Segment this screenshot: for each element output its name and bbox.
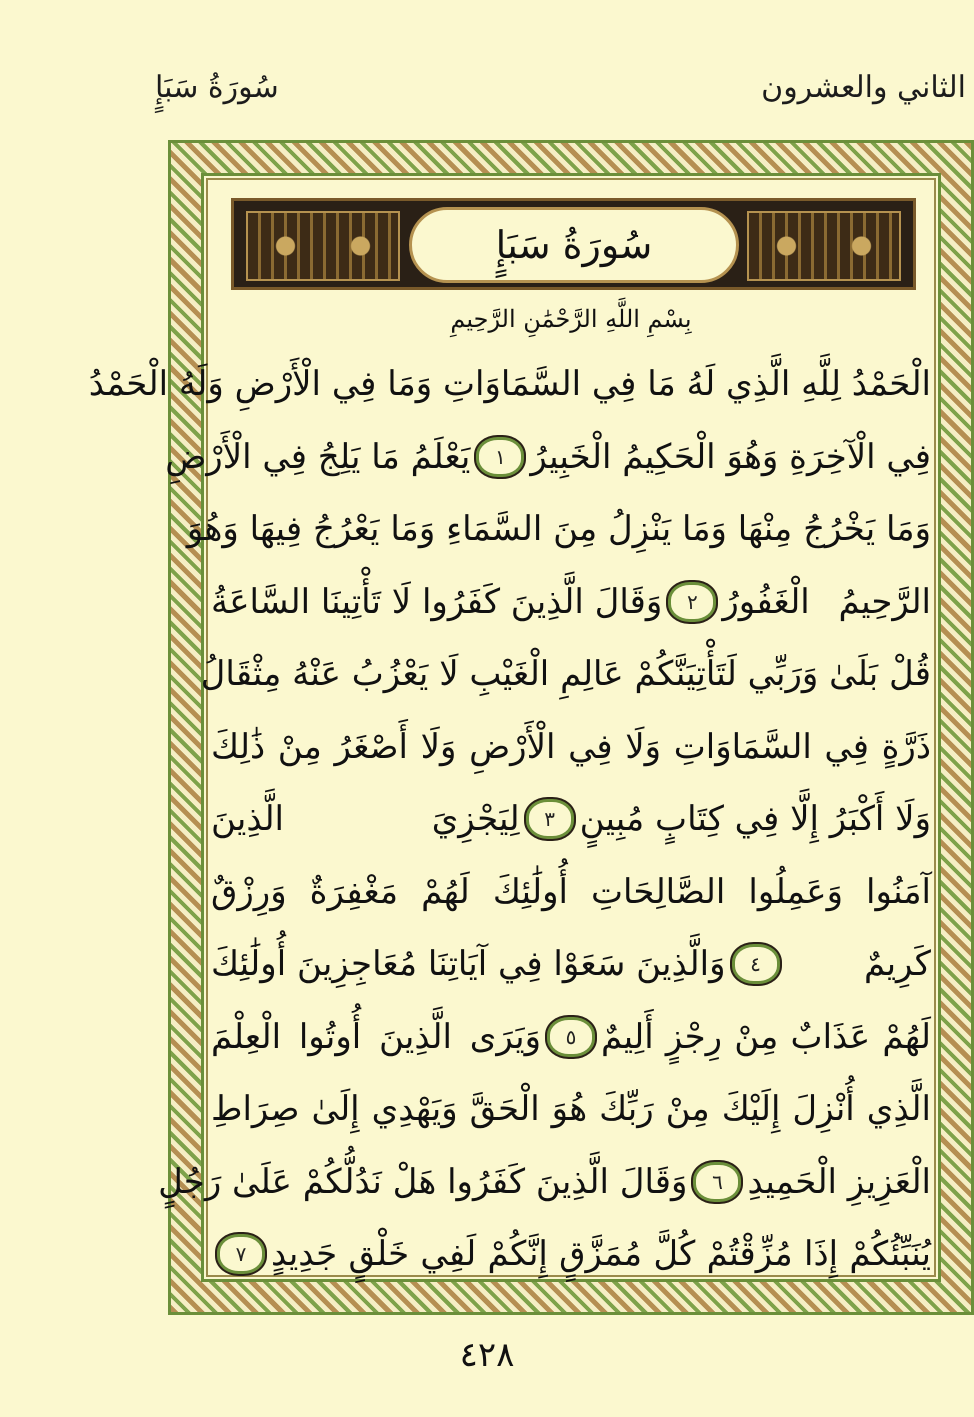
verse-line xyxy=(158,1146,931,1219)
verse-line xyxy=(211,1218,931,1291)
verse-line xyxy=(211,711,931,784)
page-frame xyxy=(88,140,974,1315)
verse-text: الْحَمْدُ لِلَّهِ الَّذِي لَهُ مَا فِي السَّمَاوَاتِ وَمَا فِي الْأَرْضِ وَلَهُ الْحَمْدُ xyxy=(88,364,931,405)
ayah-number-marker: ٧ xyxy=(217,1234,265,1274)
ayah-number-marker: ١ xyxy=(476,437,524,477)
verse-text: آمَنُوا وَعَمِلُوا الصَّالِحَاتِ أُولَٰئِكَ لَهُمْ مَغْفِرَةٌ وَرِزْقٌ xyxy=(211,871,931,912)
verse-text: الْعَزِيزِ الْحَمِيدِ xyxy=(747,1161,931,1202)
ayah-number-marker: ٢ xyxy=(668,582,716,622)
verse-text: يُنَبِّئُكُمْ إِذَا مُزِّقْتُمْ كُلَّ مُمَزَّقٍ إِنَّكُمْ لَفِي خَلْقٍ جَدِيدٍ xyxy=(271,1234,931,1275)
verse-text: وَمَا يَخْرُجُ مِنْهَا وَمَا يَنْزِلُ مِنَ السَّمَاءِ وَمَا يَعْرُجُ فِيهَا وَهُوَ xyxy=(186,509,931,550)
banner-ornament-left xyxy=(246,211,400,281)
page-number: ٤٢٨ xyxy=(459,1335,515,1375)
surah-title: سُورَةُ سَبَإٍ xyxy=(409,207,739,283)
verse-text: يَعْلَمُ مَا يَلِجُ فِي الْأَرْضِ xyxy=(165,436,471,477)
basmala: بِسْمِ اللَّهِ الرَّحْمَٰنِ الرَّحِيمِ xyxy=(450,305,692,333)
verses-block xyxy=(88,348,931,1291)
ayah-number-marker: ٦ xyxy=(693,1162,741,1202)
verse-line xyxy=(211,928,931,1001)
verse-line xyxy=(165,421,931,494)
ayah-number-marker: ٤ xyxy=(732,944,780,984)
juz-name-header: الثاني والعشرون xyxy=(761,70,966,105)
surah-title-banner xyxy=(231,198,916,290)
verse-line xyxy=(211,566,931,639)
verse-text: لِيَجْزِيَ الَّذِينَ xyxy=(211,799,520,840)
banner-ornament-right xyxy=(747,211,901,281)
verse-text: وَقَالَ الَّذِينَ كَفَرُوا لَا تَأْتِينَا السَّاعَةُ xyxy=(211,581,663,622)
surah-name-header: سُورَةُ سَبَإٍ xyxy=(155,70,279,105)
verse-text: الَّذِي أُنْزِلَ إِلَيْكَ مِنْ رَبِّكَ هُوَ الْحَقَّ وَيَهْدِي إِلَىٰ صِرَاطِ xyxy=(211,1089,931,1130)
verse-text: وَقَالَ الَّذِينَ كَفَرُوا هَلْ نَدُلُّكُمْ عَلَىٰ رَجُلٍ xyxy=(158,1161,688,1202)
verse-line xyxy=(211,856,931,929)
verse-text: قُلْ بَلَىٰ وَرَبِّي لَتَأْتِيَنَّكُمْ عَالِمِ الْغَيْبِ لَا يَعْزُبُ عَنْهُ مِثْقَالُ xyxy=(200,654,931,695)
verse-line xyxy=(186,493,931,566)
verse-text: وَيَرَى الَّذِينَ أُوتُوا الْعِلْمَ xyxy=(211,1016,541,1057)
ayah-number-marker: ٥ xyxy=(547,1017,595,1057)
verse-line xyxy=(211,1073,931,1146)
verse-text: كَرِيمٌ xyxy=(863,944,931,985)
verse-line xyxy=(211,783,931,856)
verse-line xyxy=(211,1001,931,1074)
verse-text: ذَرَّةٍ فِي السَّمَاوَاتِ وَلَا فِي الْأَرْضِ وَلَا أَصْغَرُ مِنْ ذَٰلِكَ xyxy=(211,726,931,767)
verse-text: الرَّحِيمُ الْغَفُورُ xyxy=(722,581,931,622)
ayah-number-marker: ٣ xyxy=(526,799,574,839)
verse-text: لَهُمْ عَذَابٌ مِنْ رِجْزٍ أَلِيمٌ xyxy=(601,1016,931,1057)
verse-line xyxy=(200,638,931,711)
verse-text: وَالَّذِينَ سَعَوْا فِي آيَاتِنَا مُعَاجِزِينَ أُولَٰئِكَ xyxy=(211,944,726,985)
verse-line xyxy=(88,348,931,421)
verse-text: وَلَا أَكْبَرُ إِلَّا فِي كِتَابٍ مُبِينٍ xyxy=(579,799,931,840)
verse-text: فِي الْآخِرَةِ وَهُوَ الْحَكِيمُ الْخَبِيرُ xyxy=(530,436,931,477)
